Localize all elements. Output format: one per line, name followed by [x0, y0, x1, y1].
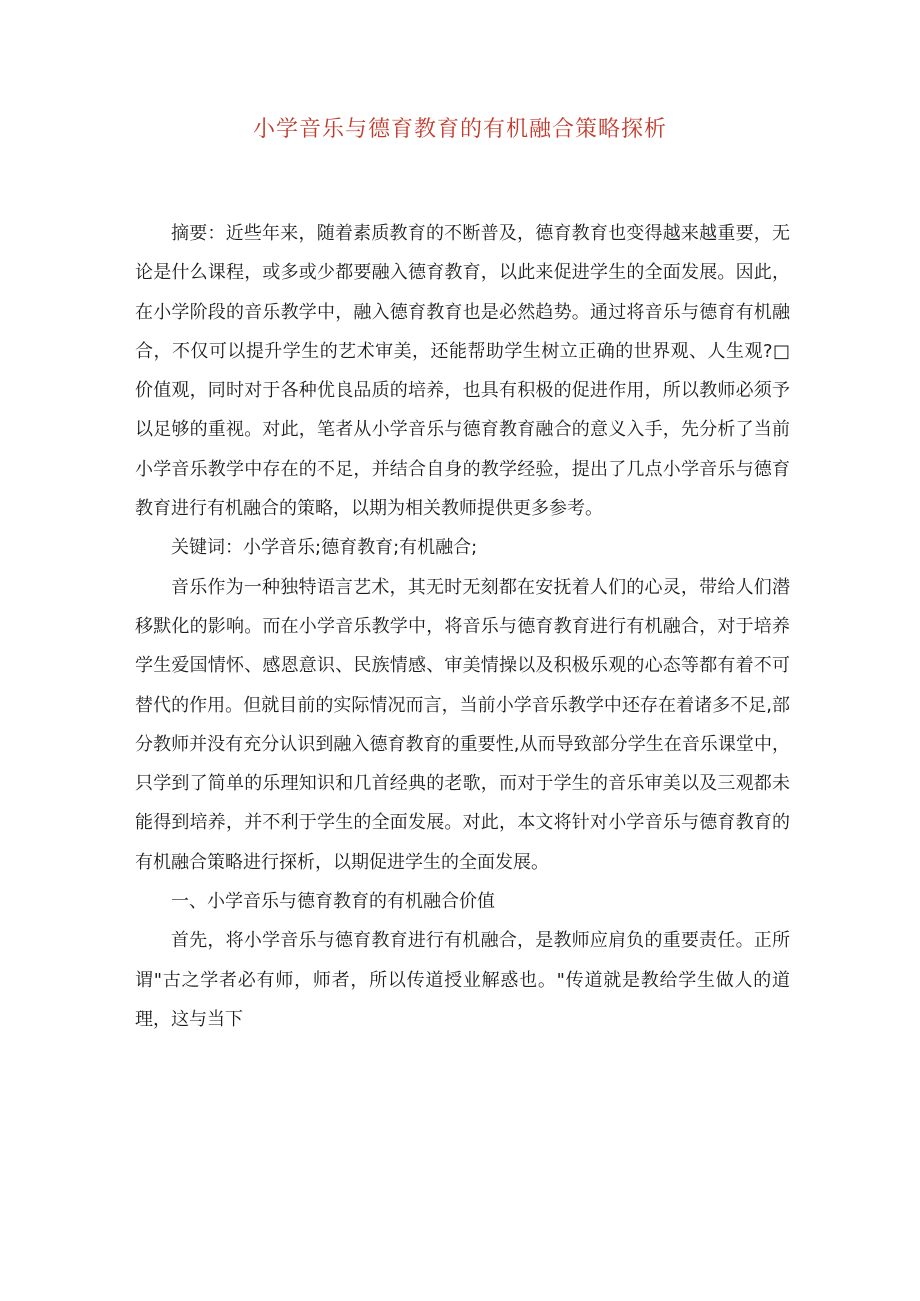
document-title: 小学音乐与德育教育的有机融合策略探析 — [252, 117, 667, 142]
abstract-paragraph: 摘要：近些年来，随着素质教育的不断普及，德育教育也变得越来越重要，无论是什么课程，或多或少都要融入德育教育，以此来促进学生的全面发展。因此，在小学阶段的音乐教学中，融入德育教育也是必然趋势。通过将音乐与德育有机融合，不仅可以提升学生的艺术审美，还能帮助学生树立正确的世界观、人生观?□价值观，同时对于各种优良品质的培养，也具有积极的促进作用，所以教师必须予以足够的重视。对此，笔者从小学音乐与德育教育融合的意义入手，先分析了当前小学音乐教学中存在的不足，并结合自身的教学经验，提出了几点小学音乐与德育教育进行有机融合的策略，以期为相关教师提供更多参考。 — [135, 223, 790, 520]
section-1-heading: 一、小学音乐与德育教育的有机融合价值 — [171, 891, 495, 913]
intro-paragraph: 音乐作为一种独特语言艺术，其无时无刻都在安抚着人们的心灵，带给人们潜移默化的影响。而在小学音乐教学中，将音乐与德育教育进行有机融合，对于培养学生爱国情怀、感恩意识、民族情感、审美情操以及积极乐观的心态等都有着不可替代的作用。但就目前的实际情况而言，当前小学音乐教学中还存在着诸多不足,部分教师并没有充分认识到融入德育教育的重要性,从而导致部分学生在音乐课堂中，只学到了简单的乐理知识和几首经典的老歌，而对于学生的音乐审美以及三观都未能得到培养，并不利于学生的全面发展。对此，本文将针对小学音乐与德育教育的有机融合策略进行探析，以期促进学生的全面发展。 — [135, 576, 790, 873]
section-1-paragraph: 首先，将小学音乐与德育教育进行有机融合，是教师应肩负的重要责任。正所谓"古之学者必有师，师者，所以传道授业解惑也。"传道就是教给学生做人的道理，这与当下 — [135, 930, 790, 1030]
document-body — [135, 214, 790, 1039]
keywords-paragraph: 关键词：小学音乐;德育教育;有机融合; — [171, 537, 478, 559]
